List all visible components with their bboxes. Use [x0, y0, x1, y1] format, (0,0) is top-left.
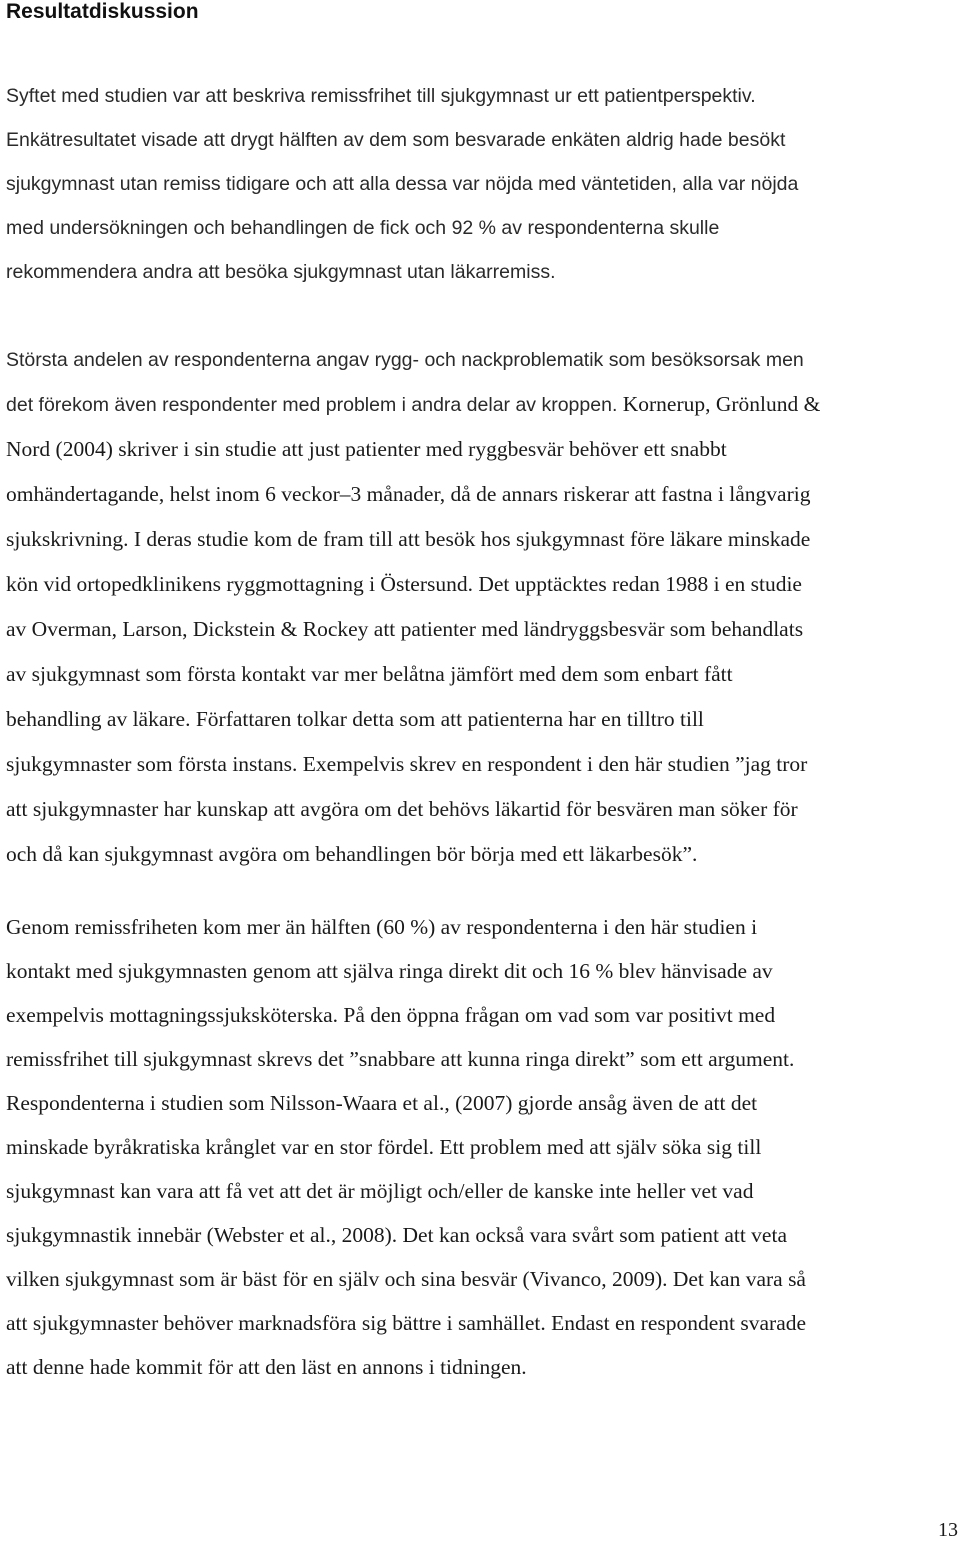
text-line: kontakt med sjukgymnasten genom att själva ringa direkt dit och 16 % blev hänvisade av — [6, 959, 773, 983]
text-segment: kön vid ortopedklinikens ryggmottagning i Östersund. Det upptäcktes redan 1988 i en studie — [6, 572, 802, 596]
text-segment: behandling av läkare. Författaren tolkar detta som att patienterna har en tilltro till — [6, 707, 704, 731]
page-number: 13 — [938, 1519, 958, 1541]
text-line — [6, 607, 956, 652]
text-segment: av sjukgymnast som första kontakt var mer belåtna jämfört med dem som enbart fått — [6, 662, 733, 686]
text-segment: Nord (2004) skriver i sin studie att just patienter med ryggbesvär behöver ett snabbt — [6, 437, 727, 461]
text-line: Respondenterna i studien som Nilsson-Waara et al., (2007) gjorde ansåg även de att det — [6, 1091, 758, 1115]
text-line — [6, 697, 956, 742]
paragraph-visit-reasons — [6, 337, 956, 877]
text-line: remissfrihet till sjukgymnast skrevs det ”snabbare att kunna ringa direkt” som ett argument. — [6, 1047, 795, 1071]
text-line: sjukgymnast utan remiss tidigare och att alla dessa var nöjda med väntetiden, alla var nöjda — [6, 173, 799, 195]
paragraph-referral-freedom — [6, 905, 956, 1389]
paragraph-purpose-results — [6, 74, 956, 294]
text-line: sjukgymnastik innebär (Webster et al., 2008). Det kan också vara svårt som patient att veta — [6, 1223, 787, 1247]
text-line: att denne hade kommit för att den läst en annons i tidningen. — [6, 1355, 527, 1379]
text-segment: av Overman, Larson, Dickstein & Rockey att patienter med ländryggsbesvär som behandlats — [6, 617, 804, 641]
text-line — [6, 337, 956, 382]
text-segment: sjukgymnaster som första instans. Exempelvis skrev en respondent i den här studien ”jag tror — [6, 752, 808, 776]
text-line: med undersökningen och behandlingen de fick och 92 % av respondenterna skulle — [6, 217, 720, 239]
text-segment: sjukskrivning. I deras studie kom de fram till att besök hos sjukgymnast före läkare minskade — [6, 527, 811, 551]
text-line: vilken sjukgymnast som är bäst för en själv och sina besvär (Vivanco, 2009). Det kan vara så — [6, 1267, 806, 1291]
text-line — [6, 742, 956, 787]
text-line: exempelvis mottagningssjuksköterska. På den öppna frågan om vad som var positivt med — [6, 1003, 776, 1027]
text-line: minskade byråkratiska krånglet var en stor fördel. Ett problem med att själv söka sig till — [6, 1135, 762, 1159]
text-segment: Kornerup, Grönlund & — [617, 392, 821, 416]
text-line — [6, 562, 956, 607]
text-line: rekommendera andra att besöka sjukgymnast utan läkarremiss. — [6, 261, 556, 283]
section-heading: Resultatdiskussion — [6, 0, 199, 23]
text-segment: Största andelen av respondenterna angav rygg- och nackproblematik som besöksorsak men — [6, 349, 804, 371]
text-line — [6, 652, 956, 697]
text-line: Enkätresultatet visade att drygt hälften av dem som besvarade enkäten aldrig hade besökt — [6, 129, 786, 151]
text-line — [6, 787, 956, 832]
text-segment: och då kan sjukgymnast avgöra om behandlingen bör börja med ett läkarbesök”. — [6, 842, 698, 866]
text-line — [6, 517, 956, 562]
text-line: sjukgymnast kan vara att få vet att det är möjligt och/eller de kanske inte heller vet vad — [6, 1179, 754, 1203]
text-line — [6, 382, 956, 427]
text-line: att sjukgymnaster behöver marknadsföra sig bättre i samhället. Endast en respondent svarade — [6, 1311, 807, 1335]
text-line: Syftet med studien var att beskriva remissfrihet till sjukgymnast ur ett patientperspektiv. — [6, 85, 756, 107]
text-line — [6, 472, 956, 517]
text-segment: det förekom även respondenter med problem i andra delar av kroppen. — [6, 394, 618, 416]
text-line — [6, 427, 956, 472]
text-line: Genom remissfriheten kom mer än hälften (60 %) av respondenterna i den här studien i — [6, 915, 758, 939]
text-line — [6, 832, 956, 877]
text-segment: omhändertagande, helst inom 6 veckor–3 månader, då de annars riskerar att fastna i långvarig — [6, 482, 811, 506]
text-segment: att sjukgymnaster har kunskap att avgöra om det behövs läkartid för besvären man söker för — [6, 797, 798, 821]
